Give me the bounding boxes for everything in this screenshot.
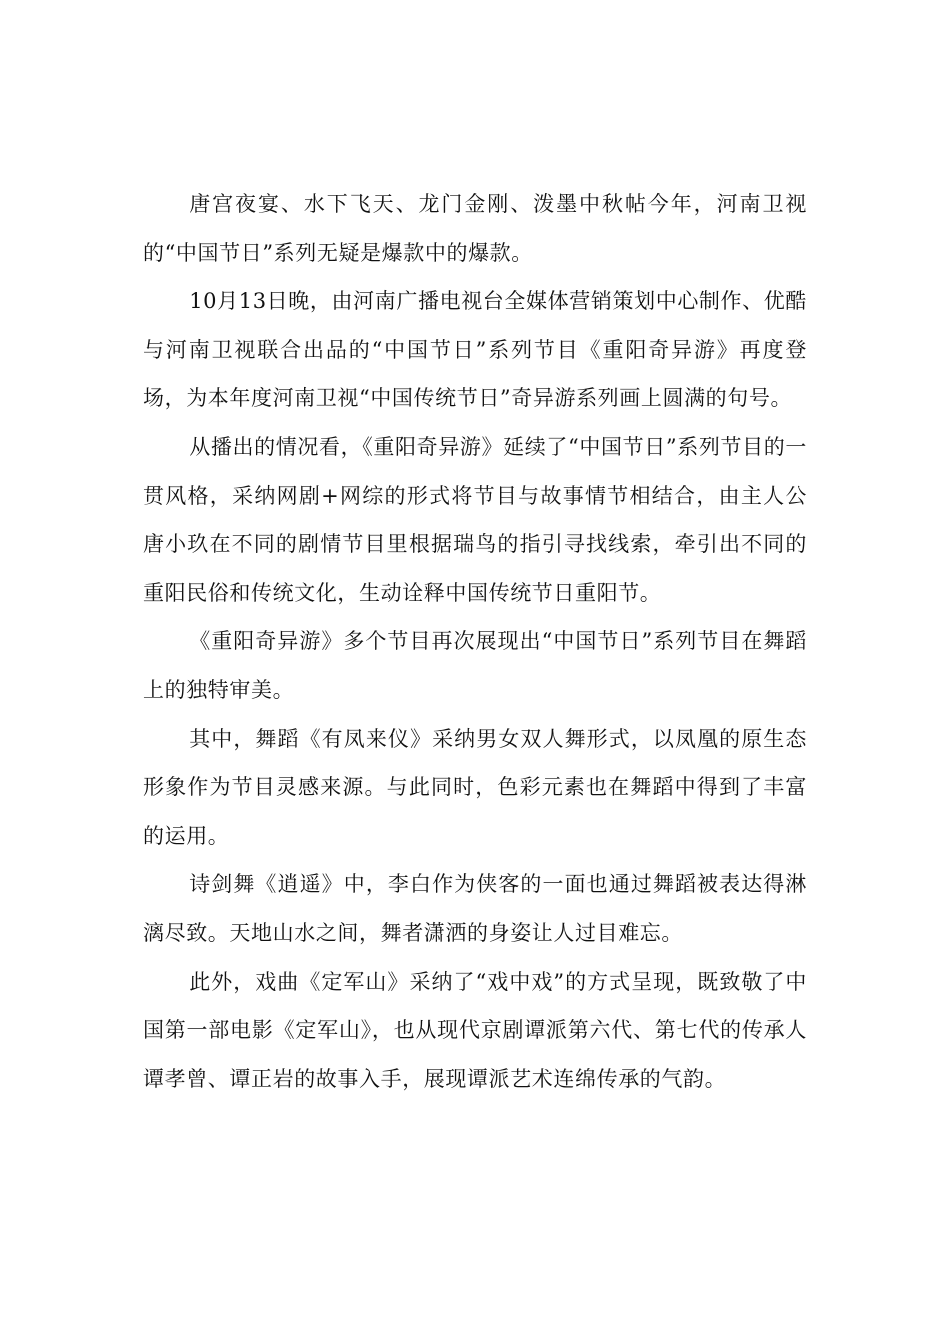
paragraph-4: 《重阳奇异游》多个节目再次展现出“中国节日”系列节目在舞蹈上的独特审美。: [143, 629, 807, 702]
paragraph-5: 其中，舞蹈《有凤来仪》采纳男女双人舞形式，以凤凰的原生态形象作为节目灵感来源。与此同时，色彩元素也在舞蹈中得到了丰富的运用。: [143, 726, 807, 848]
paragraph-2: 10月13日晚，由河南广播电视台全媒体营销策划中心制作、优酷与河南卫视联合出品的“中国节日”系列节目《重阳奇异游》再度登场，为本年度河南卫视“中国传统节日”奇异游系列画上圆满的句号。: [143, 289, 807, 411]
paragraph-3: 从播出的情况看，《重阳奇异游》延续了“中国节日”系列节目的一贯风格，采纳网剧+网综的形式将节目与故事情节相结合，由主人公唐小玖在不同的剧情节目里根据瑞鸟的指引寻找线索，牵引出不同的重阳民俗和传统文化，生动诠释中国传统节日重阳节。: [143, 434, 807, 605]
paragraph-7: 此外，戏曲《定军山》采纳了“戏中戏”的方式呈现，既致敬了中国第一部电影《定军山》，也从现代京剧谭派第六代、第七代的传承人谭孝曾、谭正岩的故事入手，展现谭派艺术连绵传承的气韵。: [143, 969, 807, 1091]
paragraph-6: 诗剑舞《逍遥》中，李白作为侠客的一面也通过舞蹈被表达得淋漓尽致。天地山水之间，舞者潇洒的身姿让人过目难忘。: [143, 872, 807, 945]
article-body: [143, 180, 807, 1103]
paragraph-1: 唐宫夜宴、水下飞天、龙门金刚、泼墨中秋帖今年，河南卫视的“中国节日”系列无疑是爆款中的爆款。: [143, 192, 807, 265]
